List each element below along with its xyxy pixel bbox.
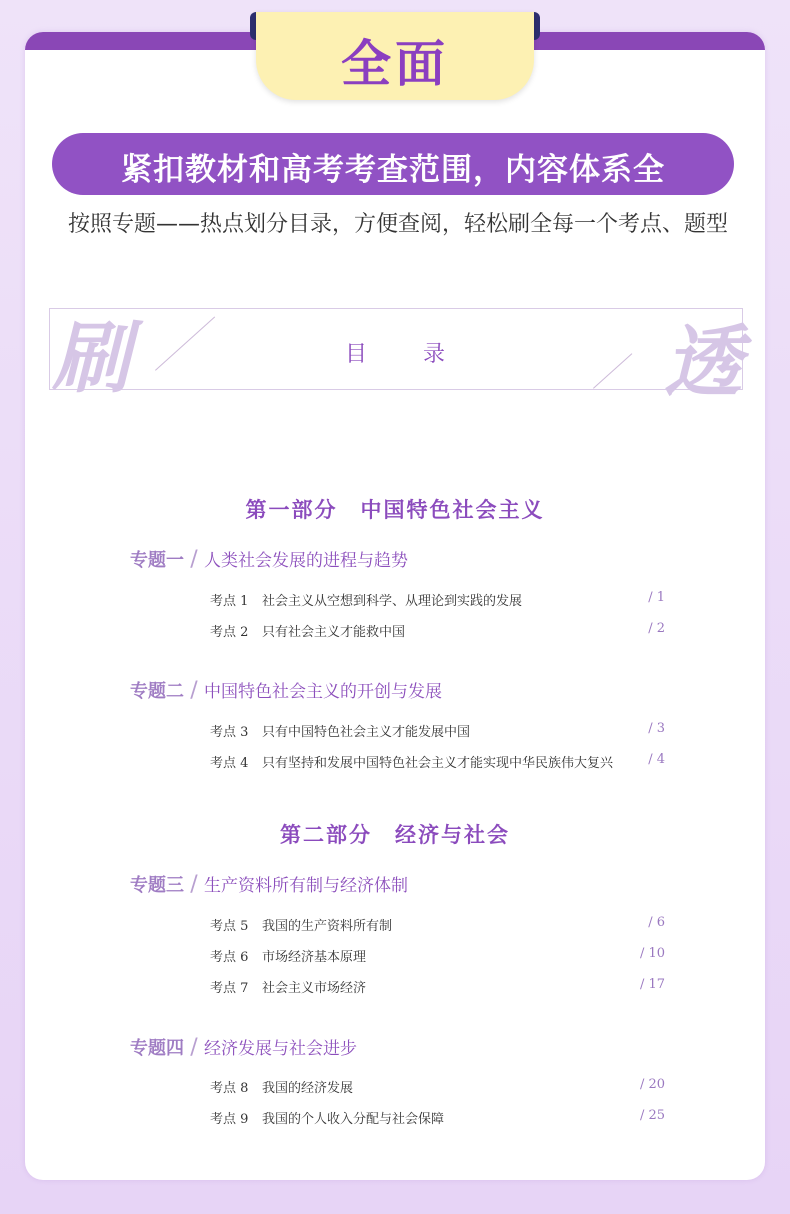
topic-name: 生产资料所有制与经济体制 <box>204 876 408 896</box>
topic-label: 专题二 <box>130 681 184 702</box>
kp-title: 只有社会主义才能救中国 <box>262 625 406 640</box>
page-number: / 1 <box>648 590 665 605</box>
kp-title: 我国的生产资料所有制 <box>262 919 393 934</box>
calligraphy-left: 刷 <box>52 313 131 404</box>
toc-title-char: 目 <box>345 342 370 367</box>
kp-number: 考点 3 <box>210 725 249 740</box>
topic-heading: 专题三 / 生产资料所有制与经济体制 <box>130 872 408 897</box>
page-number: / 2 <box>648 621 665 636</box>
toc-entry[interactable] <box>210 621 665 640</box>
kp-title: 只有坚持和发展中国特色社会主义才能实现中华民族伟大复兴 <box>262 756 614 771</box>
kp-number: 考点 1 <box>210 594 249 609</box>
kp-number: 考点 2 <box>210 625 249 640</box>
kp-number: 考点 4 <box>210 756 249 771</box>
toc-entry[interactable] <box>210 915 665 934</box>
toc-entry[interactable] <box>210 752 665 771</box>
page-number: / 17 <box>639 977 665 992</box>
topic-heading: 专题一 / 人类社会发展的进程与趋势 <box>130 547 408 572</box>
topic-label: 专题一 <box>130 550 184 571</box>
page-number: / 3 <box>648 721 665 736</box>
headline-text: 紧扣教材和高考考查范围，内容体系全 <box>121 152 665 188</box>
page-number: / 25 <box>639 1108 665 1123</box>
toc-entry[interactable] <box>210 946 665 965</box>
kp-title: 我国的经济发展 <box>262 1081 354 1096</box>
banner-title: 全面 <box>341 35 449 93</box>
topic-name: 人类社会发展的进程与趋势 <box>204 551 408 571</box>
kp-title: 我国的个人收入分配与社会保障 <box>262 1112 445 1127</box>
toc-entry[interactable] <box>210 977 665 996</box>
toc-title <box>345 337 447 368</box>
part-title: 第一部分 中国特色社会主义 <box>245 497 545 522</box>
topic-heading: 专题四 / 经济发展与社会进步 <box>130 1035 357 1060</box>
page-number: / 6 <box>648 915 665 930</box>
toc-entry[interactable] <box>210 1077 665 1096</box>
topic-label: 专题四 <box>130 1038 184 1059</box>
kp-title: 只有中国特色社会主义才能发展中国 <box>262 725 471 740</box>
part-title: 第二部分 经济与社会 <box>280 822 510 847</box>
kp-number: 考点 5 <box>210 919 249 934</box>
toc-entry[interactable] <box>210 590 665 609</box>
headline-pill <box>52 133 734 195</box>
toc-entry[interactable] <box>210 721 665 740</box>
kp-title: 社会主义从空想到科学、从理论到实践的发展 <box>262 594 523 609</box>
page-number: / 4 <box>648 752 665 767</box>
description-text: 按照专题——热点划分目录，方便查阅，轻松刷全每一个考点、题型 <box>68 212 729 237</box>
toc-entry[interactable] <box>210 1108 665 1127</box>
topic-heading: 专题二 / 中国特色社会主义的开创与发展 <box>130 678 442 703</box>
kp-number: 考点 9 <box>210 1112 249 1127</box>
topic-name: 中国特色社会主义的开创与发展 <box>204 682 442 702</box>
calligraphy-right: 透 <box>664 317 743 408</box>
kp-title: 市场经济基本原理 <box>262 950 367 965</box>
topic-name: 经济发展与社会进步 <box>204 1039 357 1059</box>
page-number: / 20 <box>639 1077 665 1092</box>
topic-label: 专题三 <box>130 875 184 896</box>
kp-number: 考点 8 <box>210 1081 249 1096</box>
toc-title-char: 录 <box>423 342 448 367</box>
page-number: / 10 <box>639 946 665 961</box>
title-banner <box>256 12 534 100</box>
kp-number: 考点 7 <box>210 981 249 996</box>
kp-number: 考点 6 <box>210 950 249 965</box>
kp-title: 社会主义市场经济 <box>262 981 367 996</box>
